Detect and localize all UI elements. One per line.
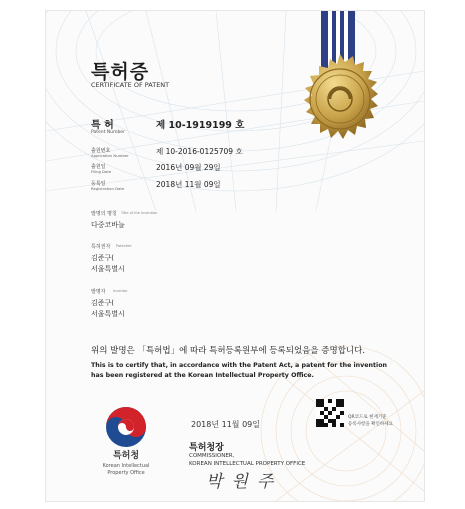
patent-certificate xyxy=(45,10,425,502)
office-title-en-line-2: KOREAN INTELLECTUAL PROPERTY OFFICE xyxy=(189,461,306,467)
kipo-logo-en xyxy=(84,463,168,477)
kipo-logo-icon xyxy=(104,405,148,449)
registration-date-label-en: Registration Date xyxy=(91,186,125,191)
qr-note xyxy=(348,414,393,428)
qr-code-icon[interactable] xyxy=(316,399,344,427)
certificate-title: 특허증 xyxy=(91,61,150,83)
filing-date-label: 출원일 xyxy=(91,164,106,170)
inventor-address: 서울특별시 xyxy=(91,310,125,318)
registration-date-label: 등록일 xyxy=(91,181,106,187)
inventor-name: 김준구( xyxy=(91,299,115,307)
inventor-label-en: Inventor xyxy=(113,289,128,293)
gold-seal-icon xyxy=(293,53,387,147)
patentee-label: 특허권자 xyxy=(91,244,111,250)
application-number-label-en: Application Number xyxy=(91,153,129,158)
invention-title-label: 발명의 명칭 xyxy=(91,211,117,217)
inventor-label: 발명자 xyxy=(91,289,106,295)
certificate-title-en: CERTIFICATE OF PATENT xyxy=(91,81,170,89)
statement-en-line-1: This is to certify that, in accordance with the Patent Act, a patent for the invention xyxy=(91,362,388,369)
logo-en-line-1: Korean Intellectual xyxy=(102,463,150,469)
filing-date: 2016년 09월 29일 xyxy=(156,163,221,172)
qr-note-line-1: QR코드로 현재기준 xyxy=(348,415,387,420)
office-title-ko: 특허청장 xyxy=(189,443,224,453)
application-number: 제 10-2016-0125709 호 xyxy=(156,147,243,156)
patent-number: 제 10-1919199 호 xyxy=(156,120,245,131)
certification-statement-en xyxy=(91,361,387,381)
office-title-en-line-1: COMMISSIONER, xyxy=(189,453,235,459)
filing-date-label-en: Filing Date xyxy=(91,169,112,174)
patentee-address: 서울특별시 xyxy=(91,265,125,273)
kipo-logo-text: 특허청 xyxy=(112,451,140,461)
certification-statement-ko: 위의 발명은 「특허법」에 따라 특허등록원부에 등록되었음을 증명합니다. xyxy=(91,346,366,356)
invention-title-label-en: Title of the Invention xyxy=(121,211,158,215)
patent-number-label-en: Patent Number xyxy=(91,130,125,135)
application-number-label: 출원번호 xyxy=(91,148,111,154)
logo-en-line-2: Property Office xyxy=(107,470,145,476)
statement-en-line-2: has been registered at the Korean Intellectual Property Office. xyxy=(91,372,314,379)
patentee-name: 김준구( xyxy=(91,254,115,262)
patentee-label-en: Patentee xyxy=(116,244,132,248)
patent-number-label: 특 허 xyxy=(91,120,114,131)
invention-title: 다중코바늘 xyxy=(91,221,125,229)
qr-note-line-2: 등록사항을 확인하세요 xyxy=(348,422,393,427)
issue-date: 2018년 11월 09일 xyxy=(191,420,260,429)
registration-date: 2018년 11월 09일 xyxy=(156,180,221,189)
commissioner-signature: 박원주 xyxy=(206,472,283,492)
